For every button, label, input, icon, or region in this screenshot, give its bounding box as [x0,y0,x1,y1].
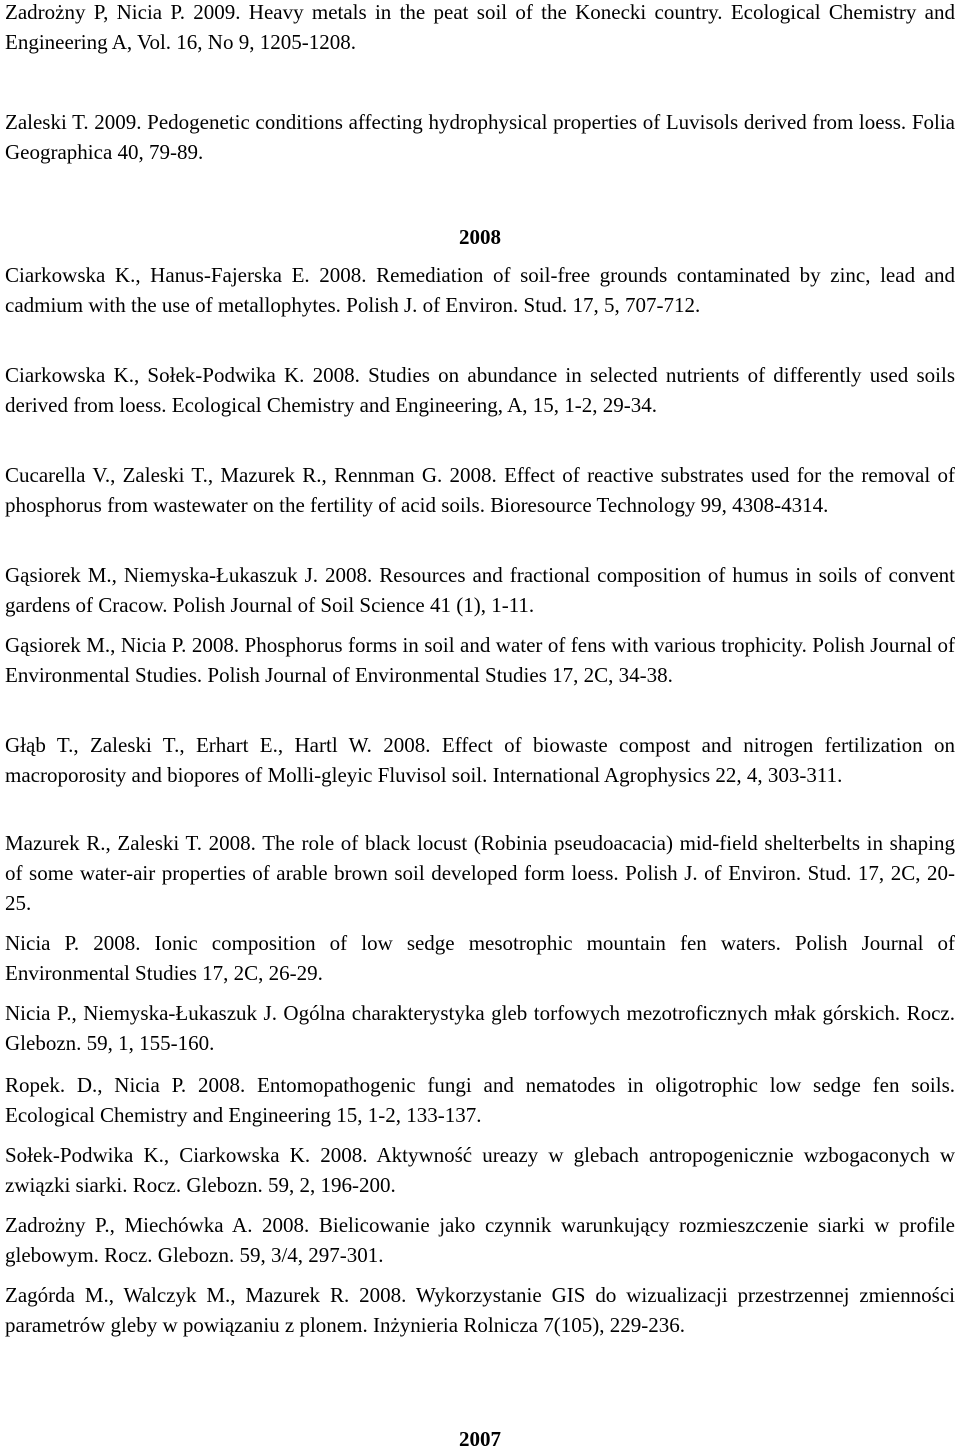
reference-entry: Sołek-Podwika K., Ciarkowska K. 2008. Aktywność ureazy w glebach antropogenicznie wzbogaconych w związki siarki. Rocz. Glebozn. 59, 2, 196-200. [5,1143,955,1197]
year-heading-2007: 2007 [459,1427,501,1451]
year-heading-2008: 2008 [459,225,501,249]
reference-entry: Zadrożny P, Nicia P. 2009. Heavy metals in the peat soil of the Konecki country. Ecological Chemistry and Engineering A, Vol. 16, No 9, 1205-1208. [5,0,955,54]
reference-entry: Gąsiorek M., Nicia P. 2008. Phosphorus forms in soil and water of fens with various trophicity. Polish Journal of Environmental Studies. Polish Journal of Environmental Studies 17, 2C, 34-38. [5,633,955,687]
reference-entry: Głąb T., Zaleski T., Erhart E., Hartl W. 2008. Effect of biowaste compost and nitrogen fertilization on macroporosity and biopores of Molli-gleyic Fluvisol soil. International Agrophysics 22, 4, 303-311. [5,733,955,787]
reference-entry: Ciarkowska K., Sołek-Podwika K. 2008. Studies on abundance in selected nutrients of differently used soils derived from loess. Ecological Chemistry and Engineering, A, 15, 1-2, 29-34. [5,363,955,417]
reference-entry: Zadrożny P., Miechówka A. 2008. Bielicowanie jako czynnik warunkujący rozmieszczenie siarki w profile glebowym. Rocz. Glebozn. 59, 3/4, 297-301. [5,1213,955,1267]
reference-entry: Zagórda M., Walczyk M., Mazurek R. 2008. Wykorzystanie GIS do wizualizacji przestrzennej zmienności parametrów gleby w powiązaniu z plonem. Inżynieria Rolnicza 7(105), 229-236. [5,1283,955,1337]
reference-entry: Nicia P., Niemyska-Łukaszuk J. Ogólna charakterystyka gleb torfowych mezotroficznych młak górskich. Rocz. Glebozn. 59, 1, 155-160. [5,1001,955,1055]
reference-entry: Nicia P. 2008. Ionic composition of low sedge mesotrophic mountain fen waters. Polish Journal of Environmental Studies 17, 2C, 26-29. [5,931,955,985]
reference-entry: Gąsiorek M., Niemyska-Łukaszuk J. 2008. Resources and fractional composition of humus in soils of convent gardens of Cracow. Polish Journal of Soil Science 41 (1), 1-11. [5,563,955,617]
reference-entry: Zaleski T. 2009. Pedogenetic conditions affecting hydrophysical properties of Luvisols derived from loess. Folia Geographica 40, 79-89. [5,110,955,164]
reference-entry: Ciarkowska K., Hanus-Fajerska E. 2008. Remediation of soil-free grounds contaminated by zinc, lead and cadmium with the use of metallophytes. Polish J. of Environ. Stud. 17, 5, 707-712. [5,263,955,317]
reference-entry: Cucarella V., Zaleski T., Mazurek R., Rennman G. 2008. Effect of reactive substrates used for the removal of phosphorus from wastewater on the fertility of acid soils. Bioresource Technology 99, 4308-4314. [5,463,955,517]
reference-entry: Mazurek R., Zaleski T. 2008. The role of black locust (Robinia pseudoacacia) mid-field shelterbelts in shaping of some water-air properties of arable brown soil developed form loess. Polish J. of Environ. Stud. 17, 2C, 20-25. [5,831,955,915]
reference-entry: Ropek. D., Nicia P. 2008. Entomopathogenic fungi and nematodes in oligotrophic low sedge fen soils. Ecological Chemistry and Engineering 15, 1-2, 133-137. [5,1073,955,1127]
